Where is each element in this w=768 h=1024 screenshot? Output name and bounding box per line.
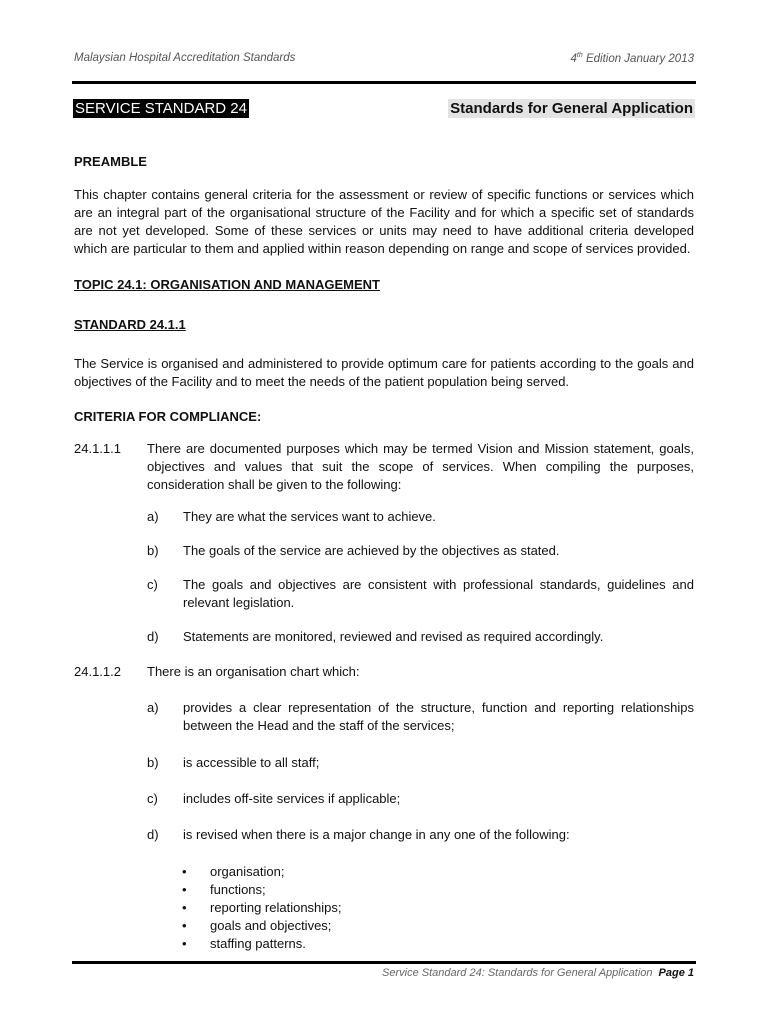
bullet-icon: • — [182, 864, 187, 879]
preamble-text: This chapter contains general criteria for the assessment or review of specific functions or services which are an integral part of the organisational structure of the Facility and for which a specific set of standards are not yet developed. Some of these services or units may need to have additional criteria developed which are particular to them and applied within reason depending on range and scope of services provided. — [74, 187, 694, 256]
footer-text: Service Standard 24: Standards for General Application — [382, 967, 653, 979]
footer-rule — [72, 961, 696, 964]
bullet-item: staffing patterns. — [210, 936, 306, 951]
item-text: The goals and objectives are consistent with professional standards, guidelines and relevant legislation. — [183, 577, 694, 610]
bullet-icon: • — [182, 936, 187, 951]
bullet-icon: • — [182, 900, 187, 915]
header-edition — [571, 52, 695, 65]
bullet-item: goals and objectives; — [210, 918, 332, 933]
bullet-item: functions; — [210, 882, 266, 897]
item-text: is revised when there is a major change in any one of the following: — [183, 827, 570, 842]
criterion-number: 24.1.1.2 — [74, 664, 121, 679]
item-text: The goals of the service are achieved by the objectives as stated. — [183, 543, 560, 558]
criterion-text: There is an organisation chart which: — [147, 664, 360, 679]
page-number: Page 1 — [658, 967, 694, 979]
service-standard-title: SERVICE STANDARD 24 — [75, 100, 247, 117]
bullet-icon: • — [182, 918, 187, 933]
item-text: provides a clear representation of the structure, function and reporting relationships between the Head and the staff of the services; — [183, 700, 694, 733]
standard-text: The Service is organised and administered to provide optimum care for patients according to the goals and objectives of the Facility and to meet the needs of the patient population being served. — [74, 356, 694, 389]
standards-subtitle: Standards for General Application — [450, 100, 693, 117]
item-label: a) — [147, 700, 159, 715]
item-text: is accessible to all staff; — [183, 755, 320, 770]
item-label: b) — [147, 755, 159, 770]
item-text: They are what the services want to achieve. — [183, 509, 436, 524]
standard-heading: STANDARD 24.1.1 — [74, 317, 186, 332]
item-label: b) — [147, 543, 159, 558]
item-text: Statements are monitored, reviewed and revised as required accordingly. — [183, 629, 604, 644]
item-text: includes off-site services if applicable; — [183, 791, 401, 806]
topic-heading: TOPIC 24.1: ORGANISATION AND MANAGEMENT — [74, 277, 381, 292]
edition-rest: Edition January 2013 — [582, 52, 694, 65]
bullet-item: organisation; — [210, 864, 285, 879]
item-label: c) — [147, 791, 158, 806]
item-label: a) — [147, 509, 159, 524]
criterion-number: 24.1.1.1 — [74, 441, 121, 456]
page-footer — [382, 967, 694, 979]
item-label: c) — [147, 577, 158, 592]
header-title: Malaysian Hospital Accreditation Standards — [74, 52, 296, 64]
item-label: d) — [147, 629, 159, 644]
criteria-heading: CRITERIA FOR COMPLIANCE: — [74, 409, 262, 424]
item-label: d) — [147, 827, 159, 842]
edition-number: 4 — [570, 52, 577, 65]
header-rule — [72, 81, 696, 84]
edition-suffix: th — [576, 52, 583, 59]
bullet-icon: • — [182, 882, 187, 897]
criterion-text: There are documented purposes which may be termed Vision and Mission statement, goals, objectives and values that suit the scope of services. When compiling the purposes, consideration shall be given to the following: — [147, 441, 694, 492]
bullet-item: reporting relationships; — [210, 900, 342, 915]
preamble-heading: PREAMBLE — [74, 154, 147, 169]
